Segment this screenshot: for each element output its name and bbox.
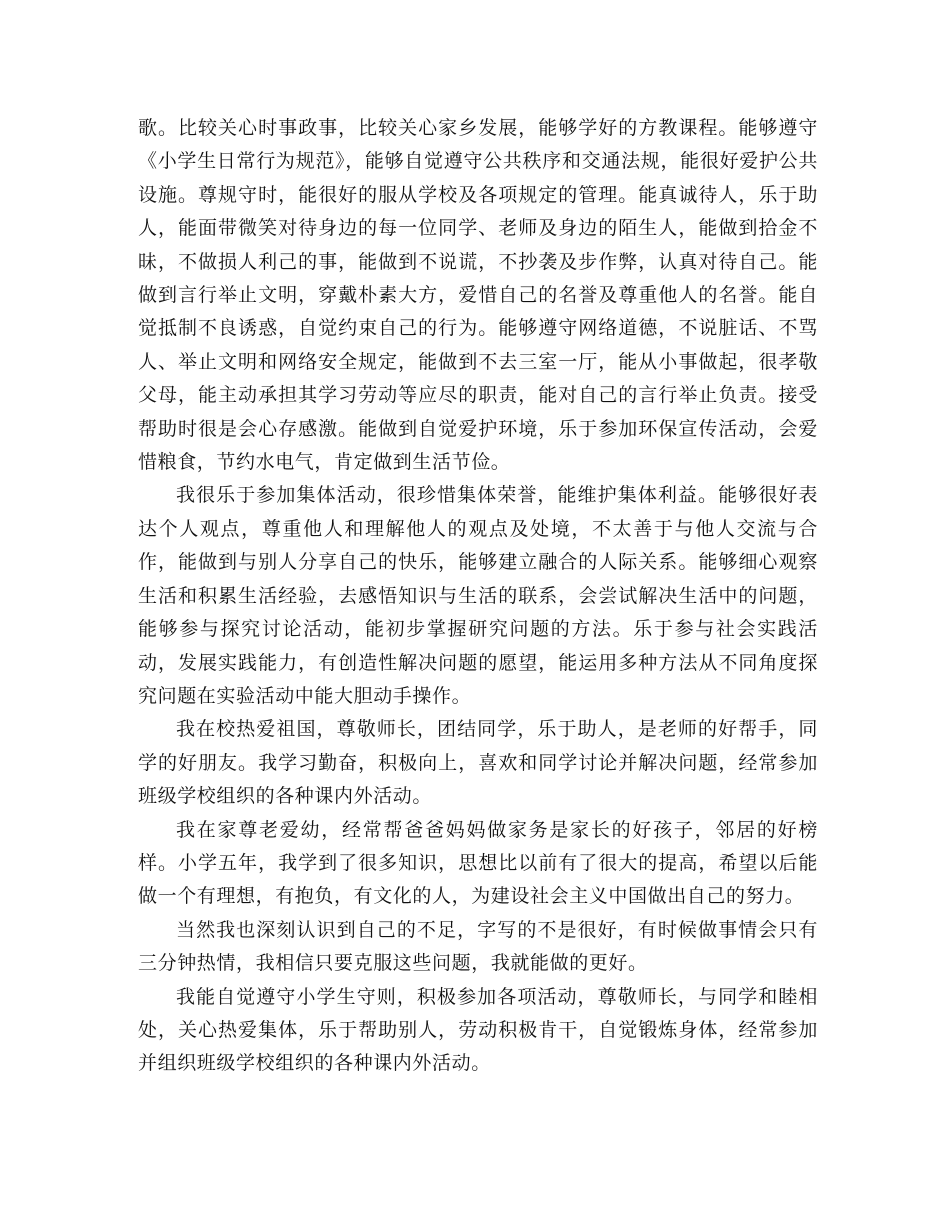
paragraph-3: 我在校热爱祖国，尊敬师长，团结同学，乐于助人，是老师的好帮手，同学的好朋友。我学习勤奋，积极向上，喜欢和同学讨论并解决问题，经常参加班级学校组织的各种课内外活动。: [138, 718, 818, 808]
paragraph-1: 歌。比较关心时事政事，比较关心家乡发展，能够学好的方教课程。能够遵守《小学生日常行为规范》，能够自觉遵守公共秩序和交通法规，能很好爱护公共设施。尊规守时，能很好的服从学校及各项规定的管理。能真诚待人，乐于助人，能面带微笑对待身边的每一位同学、老师及身边的陌生人，能做到拾金不昧，不做损人利己的事，能做到不说谎，不抄袭及步作弊，认真对待自己。能做到言行举止文明，穿戴朴素大方，爱惜自己的名誉及尊重他人的名誉。能自觉抵制不良诱惑，自觉约束自己的行为。能够遵守网络道德，不说脏话、不骂人、举止文明和网络安全规定，能做到不去三室一厅，能从小事做起，很孝敬父母，能主动承担其学习劳动等应尽的职责，能对自己的言行举止负责。接受帮助时很是会心存感激。能做到自觉爱护环境，乐于参加环保宣传活动，会爱惜粮食，节约水电气，肯定做到生活节俭。: [138, 117, 818, 474]
paragraph-2: 我很乐于参加集体活动，很珍惜集体荣誉，能维护集体利益。能够很好表达个人观点，尊重他人和理解他人的观点及处境，不太善于与他人交流与合作，能做到与别人分享自己的快乐，能够建立融合的人际关系。能够细心观察生活和积累生活经验，去感悟知识与生活的联系，会尝试解决生活中的问题，能够参与探究讨论活动，能初步掌握研究问题的方法。乐于参与社会实践活动，发展实践能力，有创造性解决问题的愿望，能运用多种方法从不同角度探究问题在实验活动中能大胆动手操作。: [138, 484, 818, 707]
paragraph-4: 我在家尊老爱幼，经常帮爸爸妈妈做家务是家长的好孩子，邻居的好榜样。小学五年，我学到了很多知识，思想比以前有了很大的提高，希望以后能做一个有理想，有抱负，有文化的人，为建设社会主义中国做出自己的努力。: [138, 818, 818, 908]
paragraph-6: 我能自觉遵守小学生守则，积极参加各项活动，尊敬师长，与同学和睦相处，关心热爱集体，乐于帮助别人，劳动积极肯干，自觉锻炼身体，经常参加并组织班级学校组织的各种课内外活动。: [138, 985, 818, 1075]
document-body: [138, 112, 818, 1081]
paragraph-5: 当然我也深刻认识到自己的不足，字写的不是很好，有时候做事情会只有三分钟热情，我相信只要克服这些问题，我就能做的更好。: [138, 918, 818, 975]
